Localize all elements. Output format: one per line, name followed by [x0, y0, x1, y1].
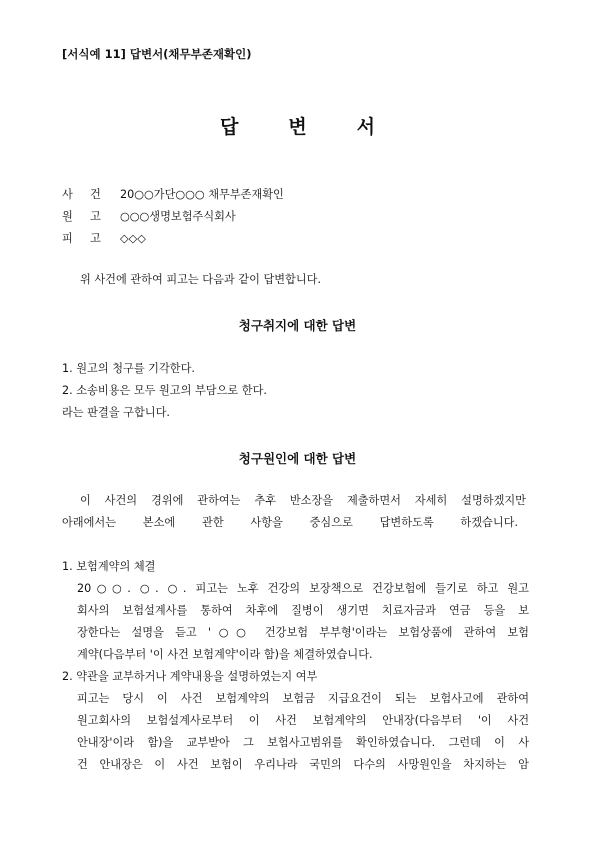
section-title-claims: 청구취지에 대한 답변 — [238, 318, 357, 333]
party-value: ○○○생명보험주식회사 — [120, 210, 236, 223]
claim-closing: 라는 판결을 구합니다. — [62, 406, 170, 419]
paragraph-line: 아래에서는 본소에 관한 사항을 중심으로 답변하도록 하겠습니다. — [62, 516, 518, 529]
document-title — [0, 116, 595, 140]
title-char: 변 — [288, 116, 307, 138]
paragraph-line: 피고는 당시 이 사건 보험계약의 보험금 지급요건이 되는 보험사고에 관하여 — [77, 692, 529, 705]
paragraph-line: 원고회사의 보험설계사로부터 이 사건 보험계약의 안내장(다음부터 '이 사건 — [77, 714, 529, 727]
intro-sentence: 위 사건에 관하여 피고는 다음과 같이 답변합니다. — [80, 273, 322, 286]
party-label: 사 건 — [62, 188, 101, 201]
form-header: [서식예 11] 답변서(채무부존재확인) — [62, 47, 252, 61]
claim-item: 2. 소송비용은 모두 원고의 부담으로 한다. — [62, 384, 267, 397]
title-char: 서 — [356, 116, 376, 138]
subsection-heading: 1. 보험계약의 체결 — [62, 560, 156, 573]
subsection-heading: 2. 약관을 교부하거나 계약내용을 설명하였는지 여부 — [62, 670, 318, 683]
party-value: ◇◇◇ — [120, 232, 146, 245]
title-char: 답 — [219, 116, 239, 138]
party-plaintiff — [62, 210, 236, 226]
party-defendant — [62, 232, 146, 248]
paragraph-line: 20○○. ○. ○. 피고는 노후 건강의 보장책으로 건강보험에 들기로 하고 원고 — [77, 582, 529, 595]
party-case — [62, 188, 284, 204]
party-label: 피 고 — [62, 232, 101, 245]
paragraph-line: 계약(다음부터 '이 사건 보험계약'이라 함)을 체결하였습니다. — [77, 648, 373, 661]
claim-item: 1. 원고의 청구를 기각한다. — [62, 362, 195, 375]
paragraph-line: 장한다는 설명을 듣고 '○○ 건강보험 부부형'이라는 보험상품에 관하여 보험 — [77, 626, 529, 639]
paragraph-line: 안내장'이라 함)을 교부받아 그 보험사고범위를 확인하였습니다. 그런데 이 사 — [77, 736, 529, 749]
section-title-causes: 청구원인에 대한 답변 — [238, 451, 357, 466]
paragraph-line: 회사의 보험설계사를 통하여 차후에 질병이 생기면 치료자금과 연금 등을 보 — [77, 604, 529, 617]
paragraph-line: 이 사건의 경위에 관하여는 추후 반소장을 제출하면서 자세히 설명하겠지만 — [80, 494, 526, 507]
paragraph-line: 건 안내장은 이 사건 보험이 우리나라 국민의 다수의 사망원인을 차지하는 암 — [77, 758, 529, 771]
party-value: 20○○가단○○○ 채무부존재확인 — [120, 188, 284, 201]
party-label: 원 고 — [62, 210, 101, 223]
